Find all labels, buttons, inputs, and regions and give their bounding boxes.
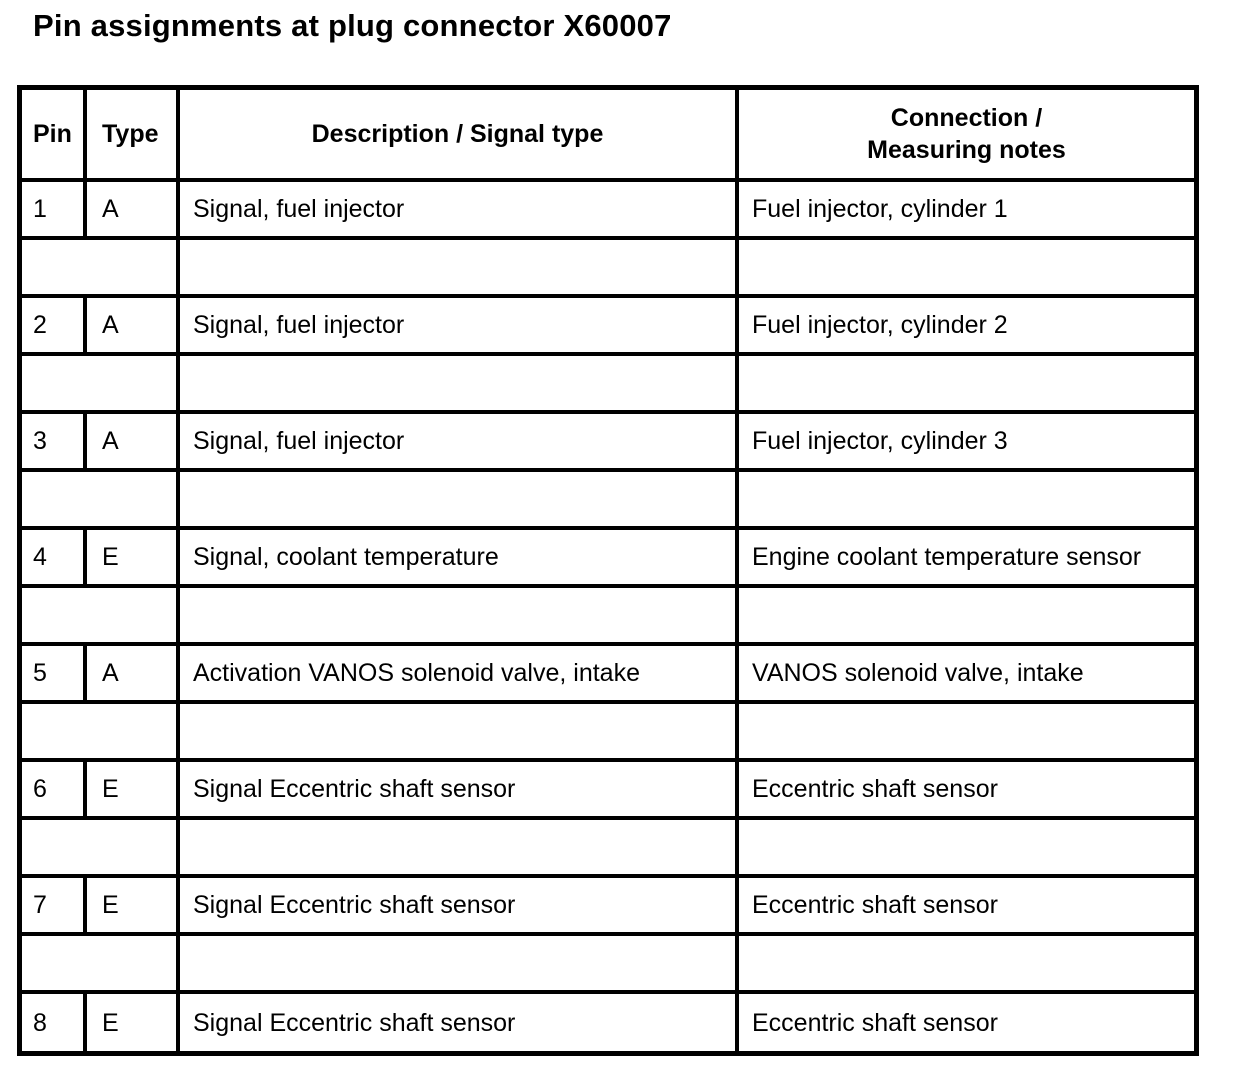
blank-description-cell — [180, 936, 739, 990]
pin-cell: 4 — [22, 530, 87, 584]
pin-cell: 6 — [22, 762, 87, 816]
blank-connection-cell — [739, 472, 1194, 526]
type-cell: E — [91, 762, 180, 816]
blank-row — [22, 936, 1194, 994]
connection-cell: Eccentric shaft sensor — [752, 774, 998, 803]
description-cell: Signal Eccentric shaft sensor — [180, 878, 739, 932]
connection-cell: Fuel injector, cylinder 3 — [752, 426, 1008, 455]
blank-pin-type-cell — [22, 704, 180, 758]
pin-cell: 5 — [22, 646, 87, 700]
blank-description-cell — [180, 704, 739, 758]
blank-description-cell — [180, 820, 739, 874]
blank-pin-type-cell — [22, 588, 180, 642]
header-connection-line1: Connection / — [890, 104, 1043, 132]
table-row — [22, 182, 1194, 240]
blank-description-cell — [180, 356, 739, 410]
type-cell: A — [91, 646, 180, 700]
connection-cell: Eccentric shaft sensor — [752, 890, 998, 919]
table-header-row — [22, 90, 1194, 182]
connection-cell: Fuel injector, cylinder 2 — [752, 310, 1008, 339]
type-cell: A — [91, 298, 180, 352]
table-row — [22, 994, 1194, 1052]
blank-connection-cell — [739, 240, 1194, 294]
table-row — [22, 878, 1194, 936]
blank-connection-cell — [739, 936, 1194, 990]
header-connection — [739, 90, 1194, 178]
type-cell: A — [91, 414, 180, 468]
pin-cell: 8 — [22, 994, 87, 1052]
table-row — [22, 762, 1194, 820]
blank-row — [22, 704, 1194, 762]
pin-assignment-table — [17, 85, 1199, 1056]
pin-cell: 7 — [22, 878, 87, 932]
page-title: Pin assignments at plug connector X60007 — [33, 8, 672, 43]
connection-cell: Engine coolant temperature sensor — [752, 542, 1142, 571]
blank-pin-type-cell — [22, 356, 180, 410]
blank-row — [22, 240, 1194, 298]
description-cell: Signal, fuel injector — [180, 182, 739, 236]
type-cell: A — [91, 182, 180, 236]
description-cell: Signal, fuel injector — [180, 414, 739, 468]
description-cell: Signal, coolant temperature — [180, 530, 739, 584]
table-row — [22, 530, 1194, 588]
blank-description-cell — [180, 472, 739, 526]
description-cell: Signal Eccentric shaft sensor — [180, 994, 739, 1052]
blank-connection-cell — [739, 704, 1194, 758]
type-cell: E — [91, 878, 180, 932]
table-row — [22, 646, 1194, 704]
connection-cell: Eccentric shaft sensor — [752, 1008, 998, 1037]
table-row — [22, 414, 1194, 472]
blank-connection-cell — [739, 588, 1194, 642]
pin-cell: 1 — [22, 182, 87, 236]
description-cell: Signal Eccentric shaft sensor — [180, 762, 739, 816]
blank-pin-type-cell — [22, 472, 180, 526]
type-cell: E — [91, 994, 180, 1052]
blank-row — [22, 820, 1194, 878]
type-cell: E — [91, 530, 180, 584]
blank-row — [22, 472, 1194, 530]
blank-description-cell — [180, 240, 739, 294]
blank-row — [22, 588, 1194, 646]
blank-connection-cell — [739, 356, 1194, 410]
connection-cell: Fuel injector, cylinder 1 — [752, 194, 1008, 223]
description-cell: Signal, fuel injector — [180, 298, 739, 352]
header-description: Description / Signal type — [180, 90, 739, 178]
blank-pin-type-cell — [22, 240, 180, 294]
description-cell: Activation VANOS solenoid valve, intake — [180, 646, 739, 700]
header-pin: Pin — [22, 90, 87, 178]
blank-row — [22, 356, 1194, 414]
header-type: Type — [91, 90, 180, 178]
connection-cell: VANOS solenoid valve, intake — [752, 658, 1084, 687]
pin-cell: 2 — [22, 298, 87, 352]
table-row — [22, 298, 1194, 356]
blank-description-cell — [180, 588, 739, 642]
blank-pin-type-cell — [22, 936, 180, 990]
pin-cell: 3 — [22, 414, 87, 468]
blank-connection-cell — [739, 820, 1194, 874]
blank-pin-type-cell — [22, 820, 180, 874]
header-connection-line2: Measuring notes — [867, 136, 1066, 164]
